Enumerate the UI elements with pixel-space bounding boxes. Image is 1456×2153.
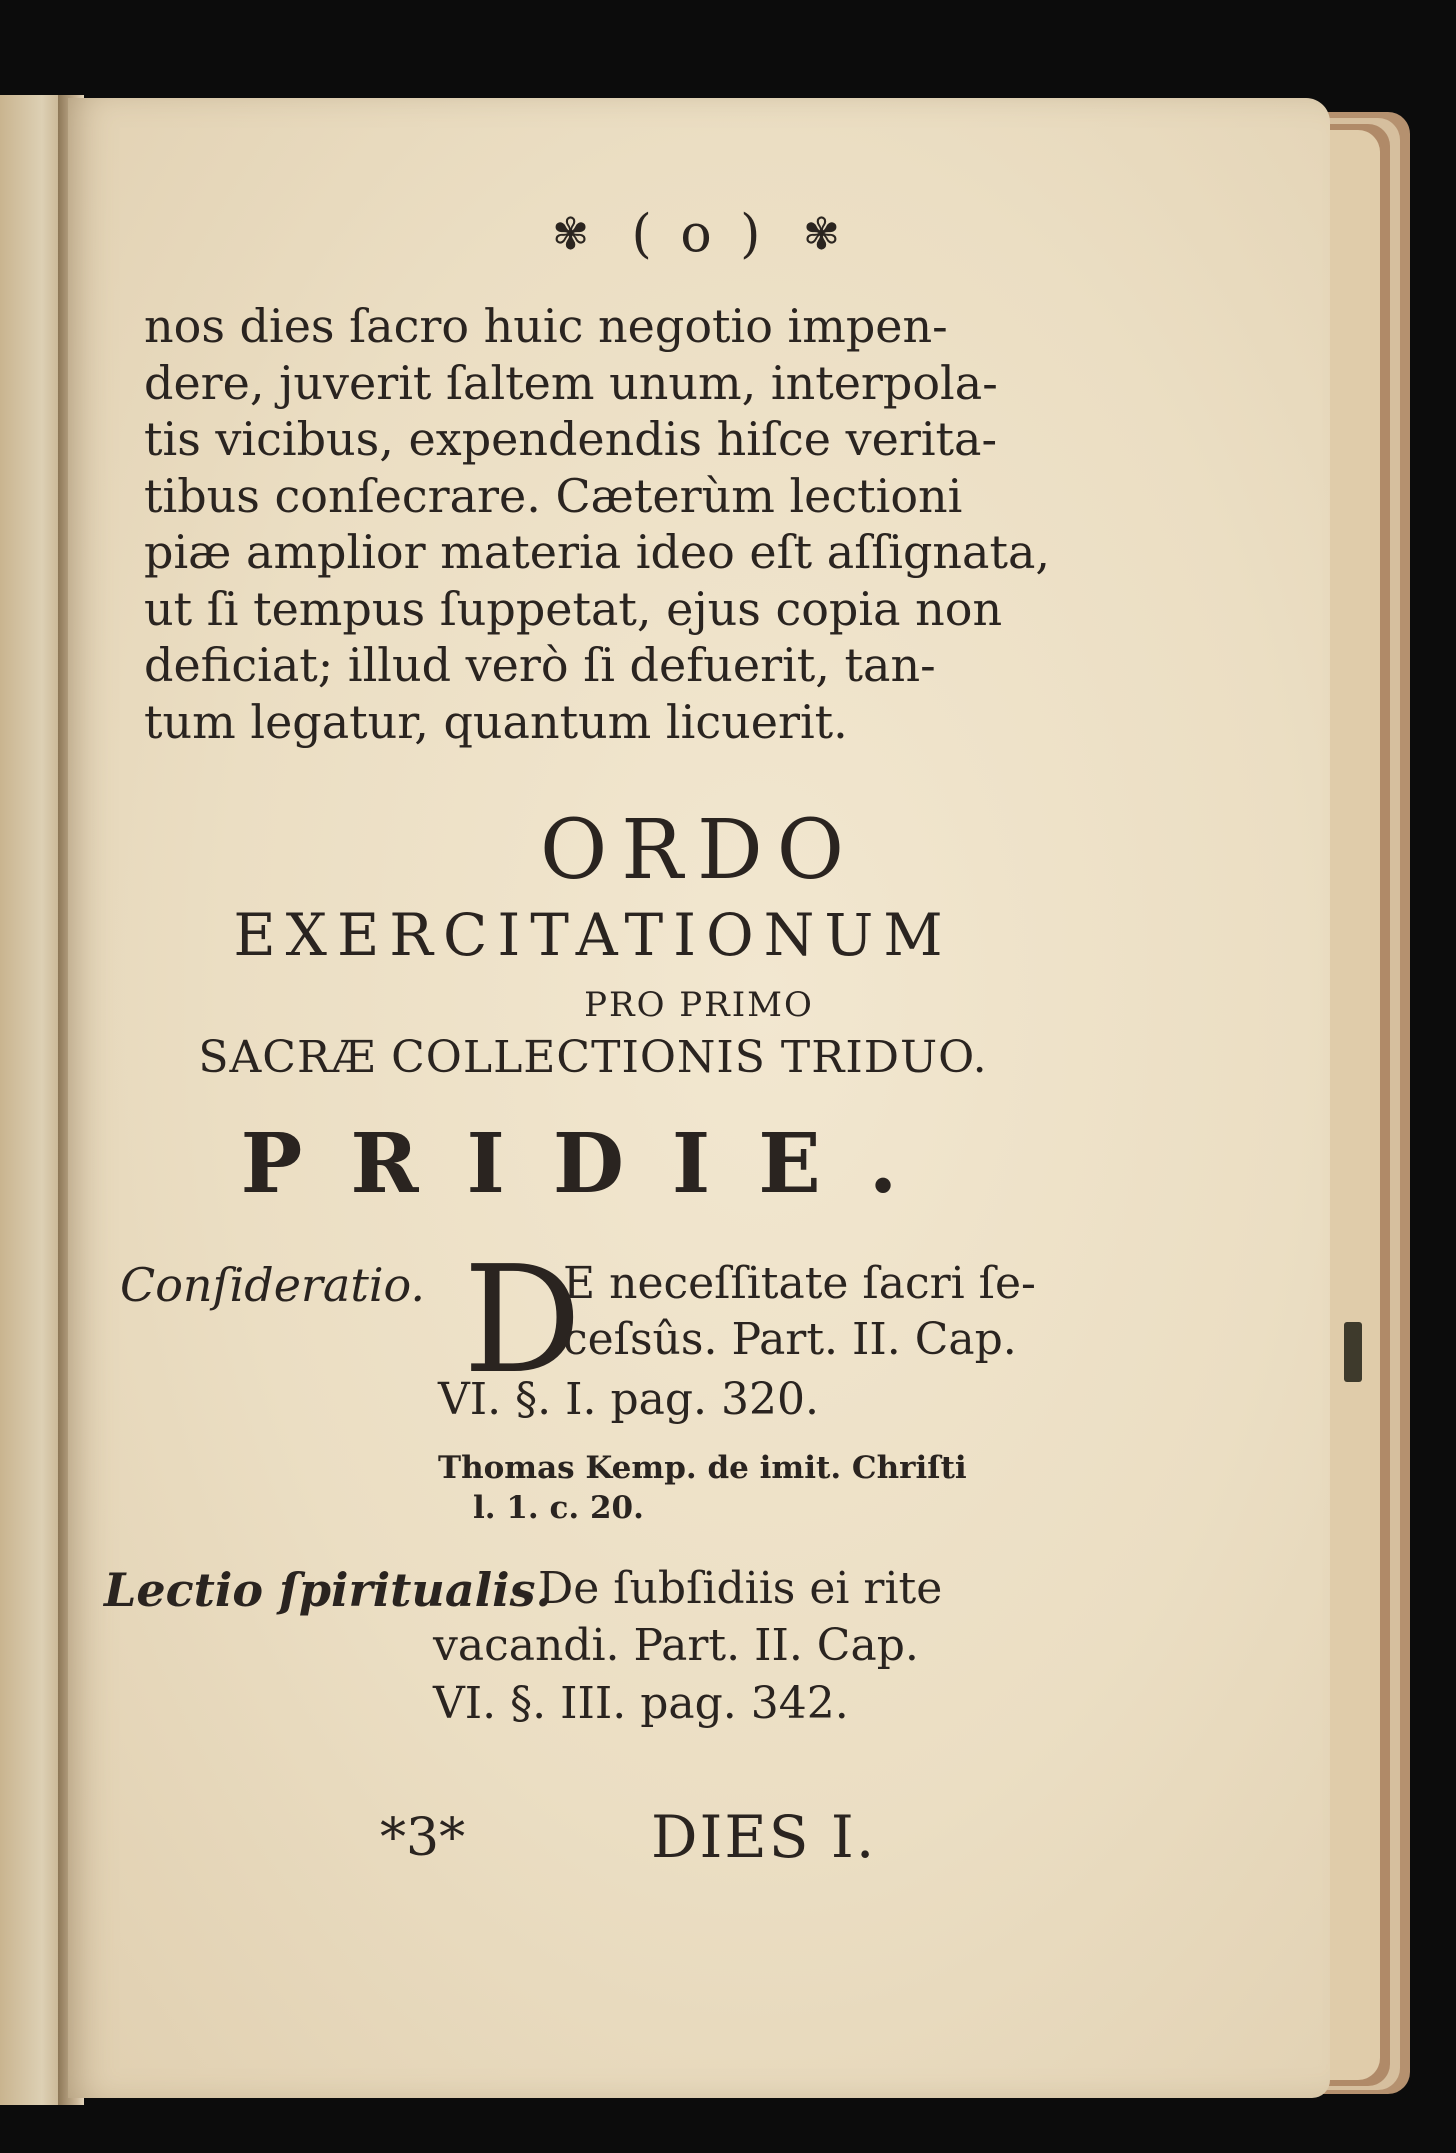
lectio-line: vacandi. Part. II. Cap. [433, 1620, 919, 1671]
catchword: DIES I. [651, 1803, 877, 1871]
signature-mark: *3* [380, 1808, 466, 1868]
body-line: tibus conſecrare. Cæterùm lectioni [144, 468, 963, 523]
consideratio-label: Conſideratio. [120, 1258, 426, 1312]
heading-sacrae-collectionis: SACRÆ COLLECTIONIS TRIDUO. [198, 1032, 988, 1083]
ornament-left-icon: ✾ [552, 209, 595, 260]
lectio-line: De ſubſidiis ei rite [538, 1563, 943, 1614]
drop-cap: D [463, 1234, 582, 1406]
body-line: nos dies ſacro huic negotio impen- [144, 299, 948, 353]
page-header [68, 201, 1330, 265]
body-paragraph [144, 298, 1054, 750]
lectio-line: VI. §. III. pag. 342. [433, 1678, 849, 1729]
lectio-label: Lectio ſpiritualis. [104, 1563, 552, 1617]
heading-pro-primo: PRO PRIMO [584, 985, 814, 1025]
page-number: ( o ) [631, 204, 767, 265]
body-line: tis vicibus, expendendis hiſce verita- [144, 412, 997, 466]
body-line: deficiat; illud verò ſi defuerit, tan- [144, 638, 936, 692]
body-line: piæ amplior materia ideo eſt aſſignata, [144, 525, 1051, 579]
heading-ordo: ORDO [540, 803, 858, 898]
ornament-right-icon: ✾ [803, 209, 846, 260]
reference-line: Thomas Kemp. de imit. Chriſti [438, 1450, 967, 1486]
bookmark-ribbon [1344, 1322, 1362, 1382]
body-line: ut ſi tempus ſuppetat, ejus copia non [144, 581, 1003, 636]
heading-exercitationum: EXERCITATIONUM [233, 901, 953, 969]
reference-line: l. 1. c. 20. [473, 1490, 644, 1526]
book-page [68, 98, 1330, 2098]
consideratio-line: ceſsûs. Part. II. Cap. [563, 1314, 1017, 1365]
consideratio-line: E neceſſitate ſacri ſe- [563, 1258, 1036, 1309]
body-line: dere, juverit ſaltem unum, interpola- [144, 355, 998, 410]
consideratio-line: VI. §. I. pag. 320. [438, 1374, 819, 1425]
body-line: tum legatur, quantum licuerit. [144, 694, 848, 749]
heading-pridie: PRIDIE. [240, 1116, 946, 1212]
